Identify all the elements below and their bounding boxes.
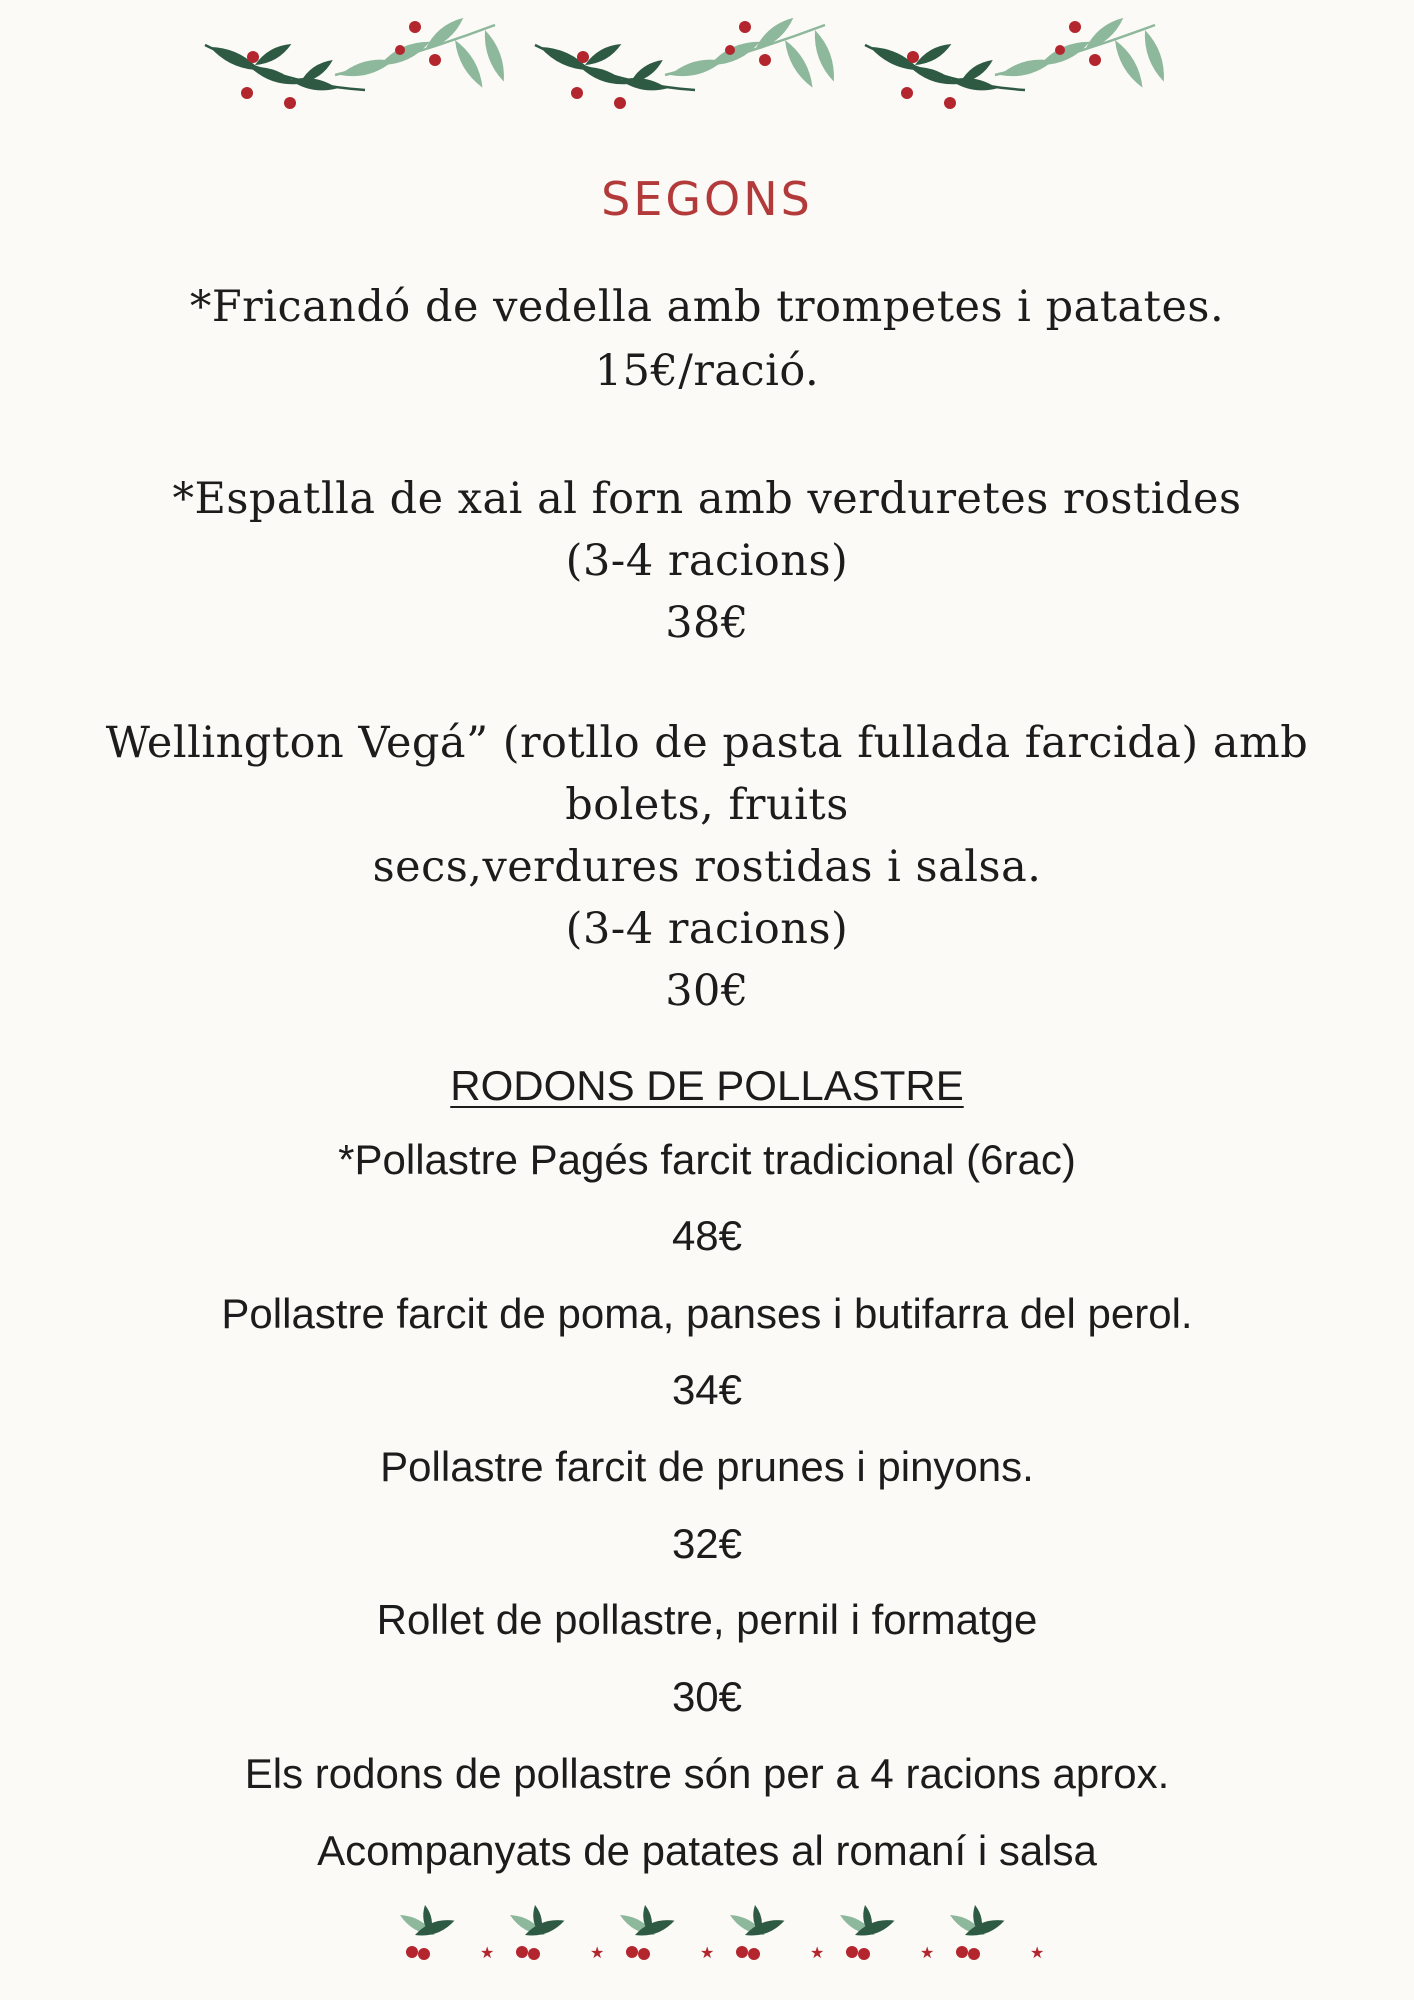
- chicken-item-price: 32€: [671, 1520, 743, 1567]
- chicken-item-price: 48€: [671, 1212, 743, 1259]
- menu-item-wellington-desc-1: bolets, fruits: [565, 780, 849, 830]
- menu-item-wellington-desc-2: secs,verdures rostidas i salsa.: [372, 842, 1042, 892]
- menu-item-espatlla-portions: (3-4 racions): [565, 536, 849, 586]
- chicken-item-price: 30€: [671, 1673, 743, 1720]
- chicken-item-name: Pollastre farcit de poma, panses i butifarra del perol.: [221, 1290, 1193, 1337]
- svg-text:★: ★: [810, 1943, 825, 1962]
- svg-text:★: ★: [590, 1943, 605, 1962]
- svg-text:★: ★: [920, 1943, 935, 1962]
- svg-text:★: ★: [480, 1943, 495, 1962]
- svg-text:★: ★: [700, 1943, 715, 1962]
- menu-item-fricando-price: 15€/ració.: [594, 346, 820, 396]
- subsection-title: RODONS DE POLLASTRE: [450, 1062, 964, 1109]
- holly-icon: [390, 1890, 1070, 1970]
- menu-item-fricando-name: *Fricandó de vedella amb trompetes i patates.: [189, 282, 1225, 332]
- subsection-note: Els rodons de pollastre són per a 4 racions aprox.: [244, 1750, 1170, 1797]
- menu-item-espatlla-price: 38€: [665, 598, 749, 648]
- chicken-item-name: Pollastre farcit de prunes i pinyons.: [380, 1443, 1034, 1490]
- page-title: SEGONS: [601, 172, 813, 226]
- chicken-item-name: Rollet de pollastre, pernil i formatge: [376, 1596, 1038, 1643]
- mistletoe-garland-icon: [195, 5, 1225, 155]
- menu-item-wellington-portions: (3-4 racions): [565, 904, 849, 954]
- subsection-note: Acompanyats de patates al romaní i salsa: [317, 1827, 1097, 1874]
- chicken-item-price: 34€: [671, 1366, 743, 1413]
- menu-item-wellington-name: Wellington Vegá” (rotllo de pasta fullada farcida) amb: [105, 718, 1309, 768]
- menu-item-wellington-price: 30€: [665, 966, 749, 1016]
- menu-item-espatlla-name: *Espatlla de xai al forn amb verduretes rostides: [172, 474, 1242, 524]
- svg-text:★: ★: [1030, 1943, 1045, 1962]
- chicken-item-name: *Pollastre Pagés farcit tradicional (6rac): [338, 1136, 1076, 1183]
